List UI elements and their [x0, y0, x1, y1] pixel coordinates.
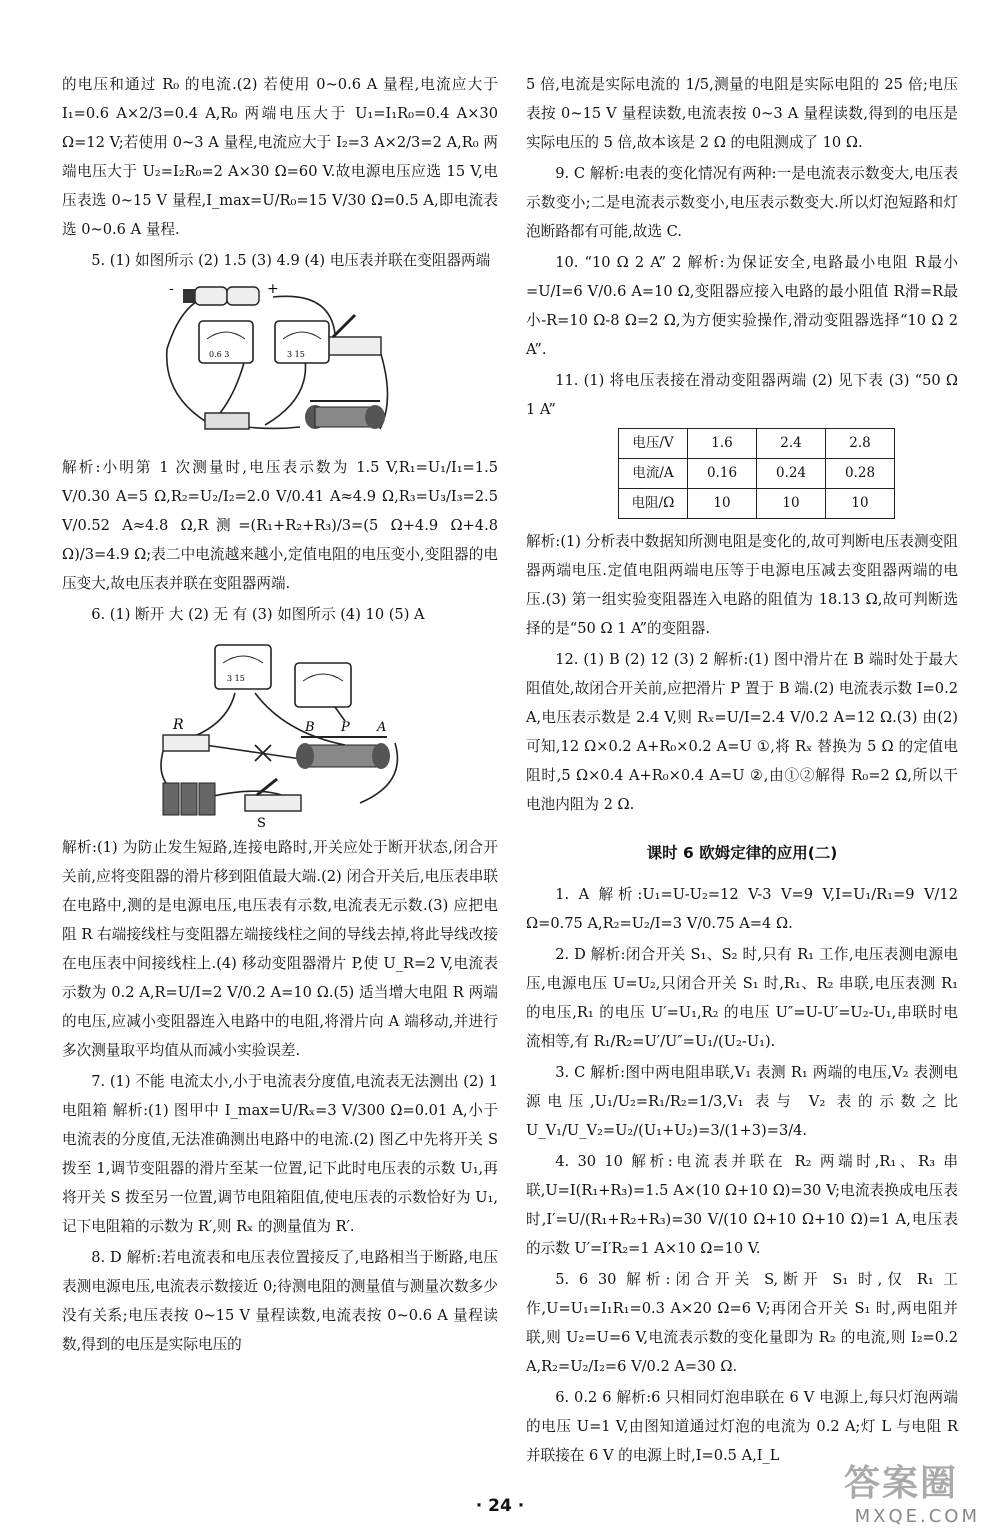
watermark-logo	[796, 1455, 986, 1529]
right-column	[526, 70, 958, 1472]
circuit-figure-5	[155, 279, 405, 449]
fig2-label-A: A	[377, 720, 387, 735]
fig1-ammeter-scale: 0.6 3	[209, 350, 230, 359]
text-right-6: 1. A 解析:U₁=U-U₂=12 V-3 V=9 V,I=U₁/R₁=9 V/12 Ω=0.75 A,R₂=U₂/I=3 V/0.75 A=4 Ω.	[526, 886, 958, 932]
text-left-1: 5. (1) 如图所示 (2) 1.5 (3) 4.9 (4) 电压表并联在变阻器两端	[91, 252, 491, 269]
text-left-0: 的电压和通过 R₀ 的电流.(2) 若使用 0~0.6 A 量程,电流应大于 I₁=0.6 A×2/3=0.4 A,R₀ 两端电压大于 U₁=I₁R₀=0.4 A×30 Ω=12 V;若使用 0~3 A 量程,电流应大于 I₂=3 A×2/3=2 A,R₀ 两端电压大于 U₂=I₂R₀=2 A×30 Ω=60 V.故电源电压应选 15 V,电压表选 0~15 V 量程,I_max=U/R₀=15 V/30 Ω=0.5 A,即电流表选 0~0.6 A 量程.	[62, 76, 498, 238]
data-table	[618, 428, 895, 519]
text-right-11: 6. 0.2 6 解析:6 只相同灯泡串联在 6 V 电源上,每只灯泡两端的电压 U=1 V,由图知道通过灯泡的电流为 0.2 A;灯 L 与电阻 R 并联接在 6 V 的电源上时,I=0.5 A,I_L	[526, 1389, 958, 1464]
table-cell: 10	[826, 489, 895, 519]
text-right-4: 解析:(1) 分析表中数据知所测电阻是变化的,故可判断电压表测变阻器两端电压.定值电阻两端电压等于电源电压减去变阻器两端的电压.(3) 第一组实验变阻器连入电路的阻值为 18.13 Ω,故可判断选择的是“50 Ω 1 A”的变阻器.	[526, 533, 958, 637]
section-title: 课时 6 欧姆定律的应用(二)	[646, 844, 838, 862]
watermark-bottom: MXQE.COM	[854, 1506, 980, 1527]
table-cell: 10	[688, 489, 757, 519]
table-row	[619, 429, 895, 459]
fig1-minus: -	[169, 281, 174, 297]
text-right-0: 5 倍,电流是实际电流的 1/5,测量的电阻是实际电阻的 25 倍;电压表按 0~15 V 量程读数,电流表按 0~3 A 量程读数,得到的电压是实际电压的 5 倍,故本该是 2 Ω 的电阻测成了 10 Ω.	[526, 76, 958, 151]
text-left-2: 解析:小明第 1 次测量时,电压表示数为 1.5 V,R₁=U₁/I₁=1.5 V/0.30 A=5 Ω,R₂=U₂/I₂=2.0 V/0.41 A≈4.9 Ω,R₃=U₃/I₃=2.5 V/0.52 A≈4.8 Ω,R测=(R₁+R₂+R₃)/3=(5 Ω+4.9 Ω+4.8 Ω)/3=4.9 Ω;表二中电流越来越小,定值电阻的电压变小,变阻器的电压变大,故电压表并联在变阻器两端.	[62, 459, 498, 592]
circuit-figure-5-svg	[155, 279, 405, 449]
fig2-label-S: S	[257, 816, 266, 829]
page-number: · 24 ·	[475, 1496, 525, 1516]
fig2-label-P: P	[341, 720, 350, 735]
text-left-4: 解析:(1) 为防止发生短路,连接电路时,开关应处于断开状态,闭合开关前,应将变阻器的滑片移到阻值最大端.(2) 闭合开关后,电压表串联在电路中,测的是电源电压,电压表有示数,电流表无示数.(3) 应把电阻 R 右端接线柱与变阻器左端接线柱之间的导线去掉,将此导线改接在电压表中间接线柱上.(4) 移动变阻器滑片 P,使 U_R=2 V,电流表示数为 0.2 A,R=U/I=2 V/0.2 A=10 Ω.(5) 适当增大电阻 R 两端的电压,应减小变阻器连入电路中的电阻,将滑片向 A 端移动,并进行多次测量取平均值从而减小实验误差.	[62, 839, 498, 1059]
table-cell: 0.24	[757, 459, 826, 489]
fig1-voltmeter-scale: 3 15	[287, 350, 305, 359]
text-right-10: 5. 6 30 解析:闭合开关 S,断开 S₁ 时,仅 R₁ 工作,U=U₁=I₁R₁=0.3 A×20 Ω=6 V;再闭合开关 S₁ 时,两电阻并联,则 U₂=U=6 V,电流表示数的变化量即为 R₂ 的电流,则 I₂=0.2 A,R₂=U₂/I₂=6 V/0.2 A=30 Ω.	[526, 1271, 958, 1375]
table-row	[619, 459, 895, 489]
table-cell: 10	[757, 489, 826, 519]
fig2-label-B: B	[305, 720, 315, 735]
text-right-9: 4. 30 10 解析:电流表并联在 R₂ 两端时,R₁、R₃ 串联,U=I(R₁+R₃)=1.5 A×(10 Ω+10 Ω)=30 V;电流表换成电压表时,I′=U/(R₁+R₂+R₃)=30 V/(10 Ω+10 Ω+10 Ω)=1 A,电压表的示数 U′=I′R₂=1 A×10 Ω=10 V.	[526, 1153, 958, 1257]
table-cell: 电压/V	[619, 429, 688, 459]
text-left-3: 6. (1) 断开 大 (2) 无 有 (3) 如图所示 (4) 10 (5) A	[91, 606, 425, 623]
left-column	[62, 70, 498, 1361]
table-cell: 0.16	[688, 459, 757, 489]
text-right-5: 12. (1) B (2) 12 (3) 2 解析:(1) 图中滑片在 B 端时处于最大阻值处,故闭合开关前,应把滑片 P 置于 B 端.(2) 电流表示数 I=0.2 A,电压表示数是 2.4 V,则 Rₓ=U/I=2.4 V/0.2 A=12 Ω.(3) 由(2)可知,12 Ω×0.2 A+R₀×0.2 A=U ①,将 Rₓ 替换为 5 Ω 的定值电阻时,5 Ω×0.4 A+R₀×0.4 A=U ②,由①②解得 R₀=2 Ω,所以干电池内阻为 2 Ω.	[526, 651, 958, 813]
circuit-figure-6-svg	[145, 633, 415, 829]
circuit-figure-6	[145, 633, 415, 829]
text-right-3: 11. (1) 将电压表接在滑动变阻器两端 (2) 见下表 (3) “50 Ω 1 A”	[526, 372, 958, 418]
text-right-2: 10. “10 Ω 2 A” 2 解析:为保证安全,电路最小电阻 R最小=U/I=6 V/0.6 A=10 Ω,变阻器应接入电路的最小阻值 R滑=R最小-R=10 Ω-8 Ω=2 Ω,为方便实验操作,滑动变阻器选择“10 Ω 2 A”.	[526, 254, 958, 358]
text-left-6: 8. D 解析:若电流表和电压表位置接反了,电路相当于断路,电压表测电源电压,电流表示数接近 0;待测电阻的测量值与测量次数多少没有关系;电压表按 0~15 V 量程读数,电流表按 0~0.6 A 量程读数,得到的电压是实际电压的	[62, 1249, 498, 1353]
fig2-voltmeter-scale: 3 15	[227, 674, 245, 683]
table-row	[619, 489, 895, 519]
table-cell: 电流/A	[619, 459, 688, 489]
text-left-5: 7. (1) 不能 电流太小,小于电流表分度值,电流表无法测出 (2) 1 电阻箱 解析:(1) 图甲中 I_max=U/Rₓ=3 V/300 Ω=0.01 A,小于电流表的分度值,无法准确测出电路中的电流.(2) 图乙中先将开关 S 拨至 1,调节变阻器的滑片至某一位置,记下此时电压表的示数 U₁,再将开关 S 拨至另一位置,调节电阻箱阻值,使电压表的示数恰好为 U₁,记下电阻箱的示数为 R′,则 Rₓ 的测量值为 R′.	[62, 1073, 498, 1235]
text-right-1: 9. C 解析:电表的变化情况有两种:一是电流表示数变大,电压表示数变小;二是电流表示数变小,电压表示数变大.所以灯泡短路和灯泡断路都有可能,故选 C.	[526, 165, 958, 240]
table-cell: 2.8	[826, 429, 895, 459]
fig2-label-R: R	[173, 717, 184, 733]
table-cell: 0.28	[826, 459, 895, 489]
text-right-8: 3. C 解析:图中两电阻串联,V₁ 表测 R₁ 两端的电压,V₂ 表测电源电压,U₁/U₂=R₁/R₂=1/3,V₁ 表与 V₂ 表的示数之比 U_V₁/U_V₂=U₂/(U₁+U₂)=3/(1+3)=3/4.	[526, 1064, 958, 1139]
text-right-7: 2. D 解析:闭合开关 S₁、S₂ 时,只有 R₁ 工作,电压表测电源电压,电源电压 U=U₂,只闭合开关 S₁ 时,R₁、R₂ 串联,电压表测 R₁ 的电压,R₁ 的电压 U′=U₁,R₂ 的电压 U″=U-U′=U₂-U₁,串联时电流相等,有 R₁/R₂=U′/U″=U₁/(U₂-U₁).	[526, 946, 958, 1050]
table-cell: 1.6	[688, 429, 757, 459]
watermark-top: 答案圈	[843, 1463, 958, 1504]
fig1-plus: +	[267, 281, 279, 297]
table-cell: 电阻/Ω	[619, 489, 688, 519]
table-cell: 2.4	[757, 429, 826, 459]
